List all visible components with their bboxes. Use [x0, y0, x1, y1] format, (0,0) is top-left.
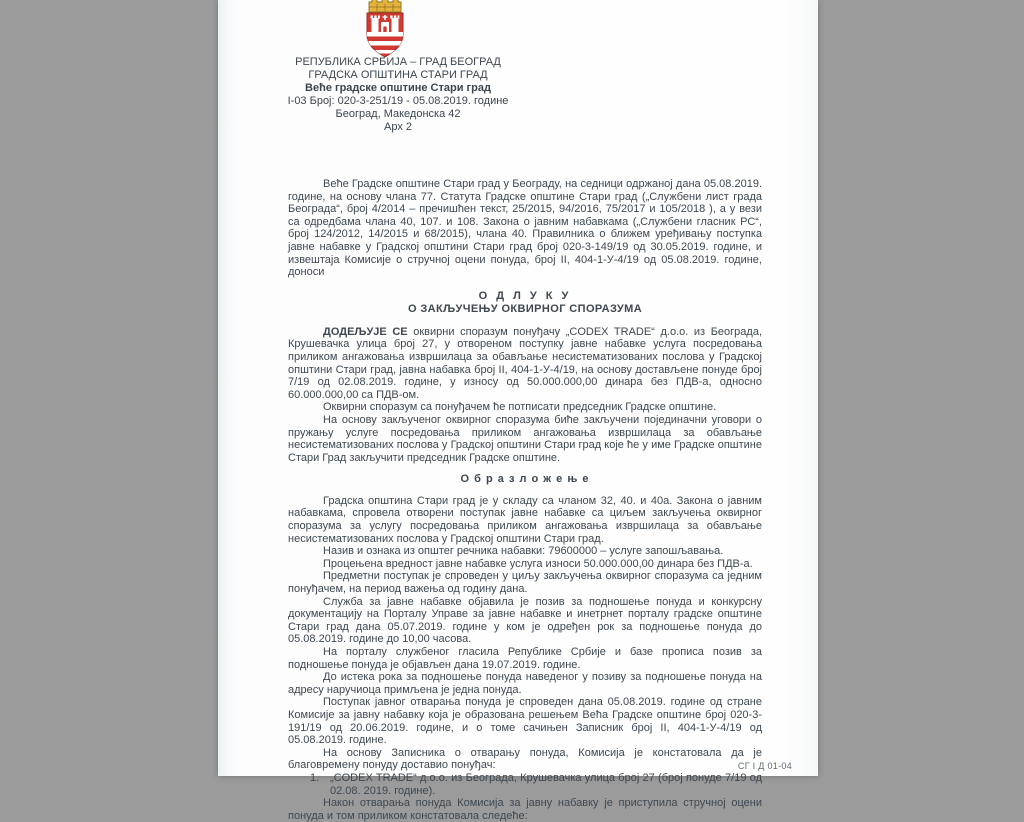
explanation-paragraph: Градска општина Стари град је у складу са чланом 32, 40. и 40а. Закона о јавним набавкама, спровела отворени поступак јавне набавке са циљем закључења оквирног споразума за услугу посредовања приликом ангажовања извршилаца за обављање несистематизованих послова у Градској општини Стари град.	[288, 494, 762, 545]
decision-lead: ДОДЕЉУЈЕ СЕ	[323, 325, 408, 338]
section-heading-explanation: О б р а з л о ж е њ е	[460, 473, 590, 486]
closing-paragraph: Након отварања понуда Комисија за јавну набавку је приступила стручној оцени понуда и том приликом констатовала следеће:	[288, 797, 762, 822]
document-body	[288, 178, 762, 822]
mural-crown-icon	[369, 0, 401, 12]
explanation-paragraph: Назив и ознака из општег речника набавки: 79600000 – услуге запошљавања.	[323, 545, 724, 558]
coat-of-arms-icon	[357, 0, 413, 58]
org-line-council: Веће градске општине Стари град	[305, 82, 491, 94]
explanation-paragraph: На основу Записника о отварању понуда, Комисија је констатовала да је благовремену понуду доставио понуђач:	[288, 746, 762, 772]
document-page	[218, 0, 818, 822]
decision-title-line2: О ЗАКЉУЧЕЊУ ОКВИРНОГ СПОРАЗУМА	[407, 303, 643, 316]
decision-paragraph-3: На основу закљученог оквирног споразума биће закључени појединачни уговори о пружању услуге посредовања приликом ангажовања извршилаца за обављање несистематизованих послова у Градској општини Стари град које ће у име Градске општине Стари Град закључити председник Градске општине.	[288, 413, 762, 464]
decision-paragraph	[288, 326, 762, 402]
intro-paragraph: Веће Градске општине Стари град у Београду, на седници одржаној дана 05.08.2019. године, на основу члана 77. Статута Градске општине Стари град („Службени лист града Београда“, број 4/2014 – пречишћен текст, 25/2015, 94/2016, 75/2017 и 105/2018 ), а у вези са одредбама члана 40, 107. и 108. Закона о јавним набавкама („Службени гласник РС“, број 124/2012, 14/2015 и 68/2015), члана 40. Правилника о ближем уређивању поступка јавне набавке у Градској општини Стари град број 020-3-149/19 од 30.05.2019. године, и извештаја Комисије о стручној оцени понуда, број II, 404-1-У-4/19 од 05.08.2019. године, доноси	[288, 178, 762, 279]
letterhead	[248, 56, 548, 134]
arch-line: Арх 2	[383, 121, 412, 133]
address-line: Београд, Македонска 42	[335, 108, 461, 120]
org-line-republic: РЕПУБЛИКА СРБИЈА – ГРАД БЕОГРАД	[295, 56, 501, 68]
list-item-number: 1.	[310, 771, 320, 784]
org-line-municipality: ГРАДСКА ОПШТИНА СТАРИ ГРАД	[308, 69, 488, 81]
explanation-paragraph: Процењена вредност јавне набавке услуга износи 50.000.000,00 динара без ПДВ-а.	[323, 557, 753, 570]
explanation-paragraph: Поступак јавног отварања понуда је спроведен дана 05.08.2019. године од стране Комисије за јавну набавку која је образована решењем Већа Градске општине број 020-3-191/19 од 20.06.2019. године, и о томе сачињен Записник број II, 404-1-У-4/19 од 05.08.2019. године.	[288, 696, 762, 747]
decision-title	[288, 290, 762, 317]
explanation-paragraph: До истека рока за подношење понуда наведеног у позиву за подношење понуда на адресу наручиоца примљена је једна понуда.	[288, 671, 762, 696]
explanation-paragraph: Служба за јавне набавке објавила је позив за подношење понуда и конкурсну документацију на Порталу Управе за јавне набавке и инетрнет порталу градске општине Стари град дана 05.07.2019. године у ком је одређен рок за подношење понуда до 05.08.2019. године до 10,00 часова.	[288, 595, 762, 646]
document-number-line: I-03 Број: 020-3-251/19 - 05.08.2019. године	[287, 95, 509, 107]
explanation-paragraph: На порталу службеног гласила Републике Србије и базе прописа позив за подношење понуда је објављен дана 19.07.2019. године.	[288, 646, 762, 671]
list-item-text: „CODEX TRADE“ д.о.о. из Београда, Крушевачка улица број 27 (број понуде 7/19 од 02.08. 2019. године).	[330, 771, 762, 797]
document-footer-code: СГ I Д 01-04	[737, 761, 792, 771]
explanation-paragraph: Предметни поступак је спроведен у циљу закључења оквирног споразума са једним понуђачем, на период важења од годину дана.	[288, 570, 762, 596]
decision-title-line1: О Д Л У К У	[478, 289, 572, 302]
decision-paragraph-2: Оквирни споразум са понуђачем ће потписати председник Градске општине.	[323, 401, 717, 414]
decision-text: оквирни споразум понуђачу „CODEX TRADE“ д.о.о. из Београда, Крушевачка улица број 27, у отвореном поступку јавне набавке услуга посредовања приликом ангажовања извршилаца за обављање несистематизованих послова у Градској општини Стари град, јавна набавка број II, 404-1-У-4/19, на основу достављене понуде број 7/19 од 02.08.2019. године, у износу од 50.000.000,00 динара без ПДВ-а, односно 60.000.000,00 са ПДВ-ом.	[288, 325, 762, 401]
